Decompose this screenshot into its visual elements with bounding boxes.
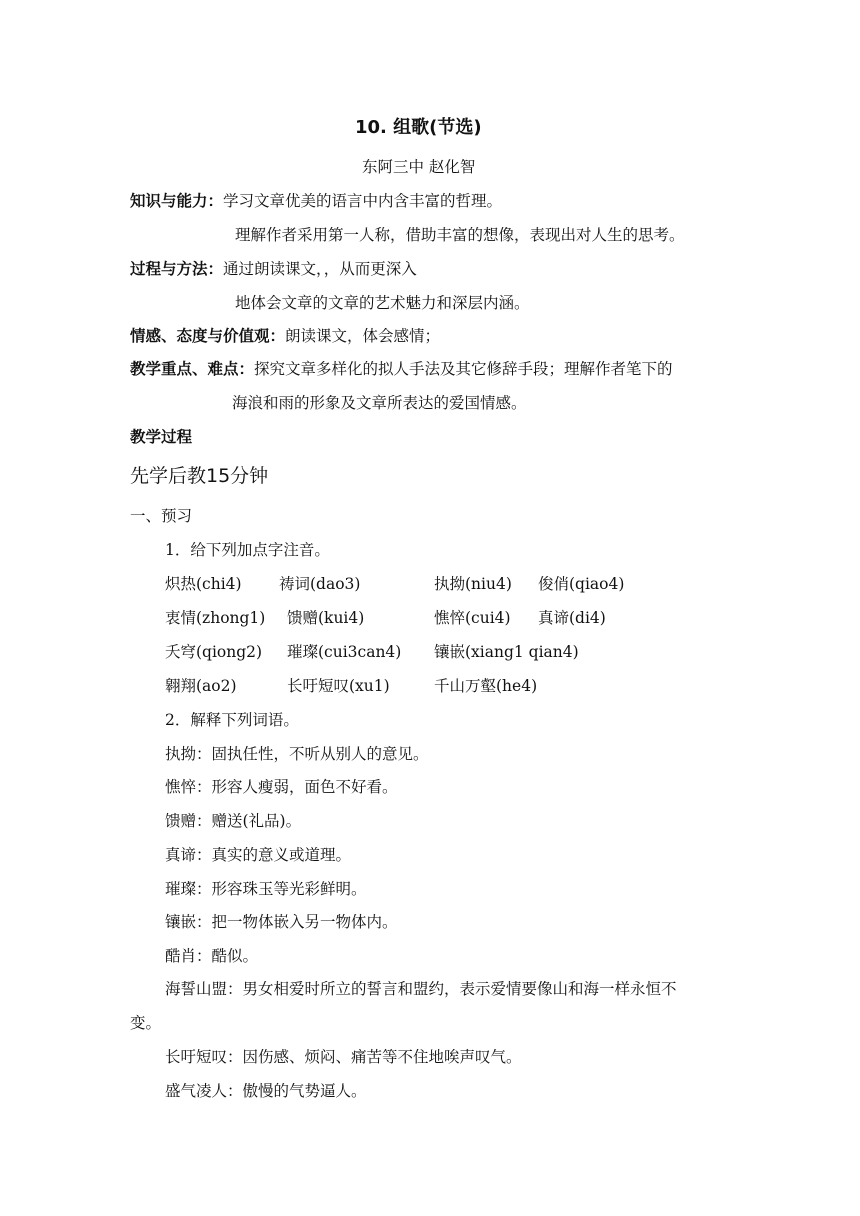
pinyin-item: 翱翔(ao2) <box>165 677 237 695</box>
knowledge-objective <box>130 190 502 212</box>
definition-item: 馈赠：赠送(礼品)。 <box>165 812 302 830</box>
key-points <box>130 358 673 380</box>
process-objective <box>130 258 417 280</box>
knowledge-text-2: 理解作者采用第一人称，借助丰富的想像，表现出对人生的思考。 <box>235 226 685 244</box>
definition-item: 憔悴：形容人瘦弱，面色不好看。 <box>165 778 398 796</box>
emotion-label: 情感、态度与价值观： <box>130 327 286 345</box>
emotion-text: 朗读课文，体会感情； <box>285 327 441 345</box>
author-line: 东阿三中 赵化智 <box>362 158 476 176</box>
definition-item: 镶嵌：把一物体嵌入另一物体内。 <box>165 913 398 931</box>
pinyin-item: 长吁短叹(xu1) <box>287 677 390 695</box>
definition-arrogant: 盛气凌人：傲慢的气势逼人。 <box>165 1082 367 1100</box>
pinyin-item: 祷词(dao3) <box>279 575 361 593</box>
process-text-1: 通过朗读课文，，从而更深入 <box>223 260 417 278</box>
pinyin-item: 镶嵌(xiang1 qian4) <box>434 643 579 661</box>
definition-item: 执拗：固执任性，不听从别人的意见。 <box>165 745 429 763</box>
key-label: 教学重点、难点： <box>130 360 255 378</box>
key-text-1: 探究文章多样化的拟人手法及其它修辞手段；理解作者笔下的 <box>254 360 673 378</box>
page-title: 10. 组歌(节选) <box>355 117 482 138</box>
pinyin-item: 夭穹(qiong2) <box>165 643 263 661</box>
question-1: 1．给下列加点字注音。 <box>165 541 330 559</box>
pinyin-item: 炽热(chi4) <box>165 575 242 593</box>
definition-sigh: 长吁短叹：因伤感、烦闷、痛苦等不住地唉声叹气。 <box>165 1048 522 1066</box>
pinyin-item: 俊俏(qiao4) <box>538 575 625 593</box>
definition-item: 真谛：真实的意义或道理。 <box>165 846 352 864</box>
emotion-objective <box>130 325 440 347</box>
pinyin-item: 璀璨(cui3can4) <box>287 643 402 661</box>
pinyin-item: 衷情(zhong1) <box>165 609 266 627</box>
definition-item: 酷肖：酷似。 <box>165 947 259 965</box>
pinyin-item: 憔悴(cui4) <box>434 609 511 627</box>
section-heading: 先学后教15分钟 <box>130 465 269 487</box>
pinyin-item: 馈赠(kui4) <box>287 609 365 627</box>
pinyin-item: 千山万壑(he4) <box>434 677 538 695</box>
definition-item: 璀璨：形容珠玉等光彩鲜明。 <box>165 880 367 898</box>
knowledge-label: 知识与能力： <box>130 192 224 210</box>
question-2: 2．解释下列词语。 <box>165 711 299 729</box>
definition-oath-1: 海誓山盟：男女相爱时所立的誓言和盟约，表示爱情要像山和海一样永恒不 <box>165 980 677 998</box>
teaching-process-heading: 教学过程 <box>130 428 193 446</box>
pinyin-item: 执拗(niu4) <box>434 575 512 593</box>
process-text-2: 地体会文章的文章的艺术魅力和深层内涵。 <box>235 294 530 312</box>
definition-oath-2: 变。 <box>130 1014 162 1032</box>
key-text-2: 海浪和雨的形象及文章所表达的爱国情感。 <box>232 394 527 412</box>
knowledge-text-1: 学习文章优美的语言中内含丰富的哲理。 <box>223 192 503 210</box>
preview-heading: 一、预习 <box>130 507 193 525</box>
process-label: 过程与方法： <box>130 260 224 278</box>
pinyin-item: 真谛(di4) <box>538 609 606 627</box>
